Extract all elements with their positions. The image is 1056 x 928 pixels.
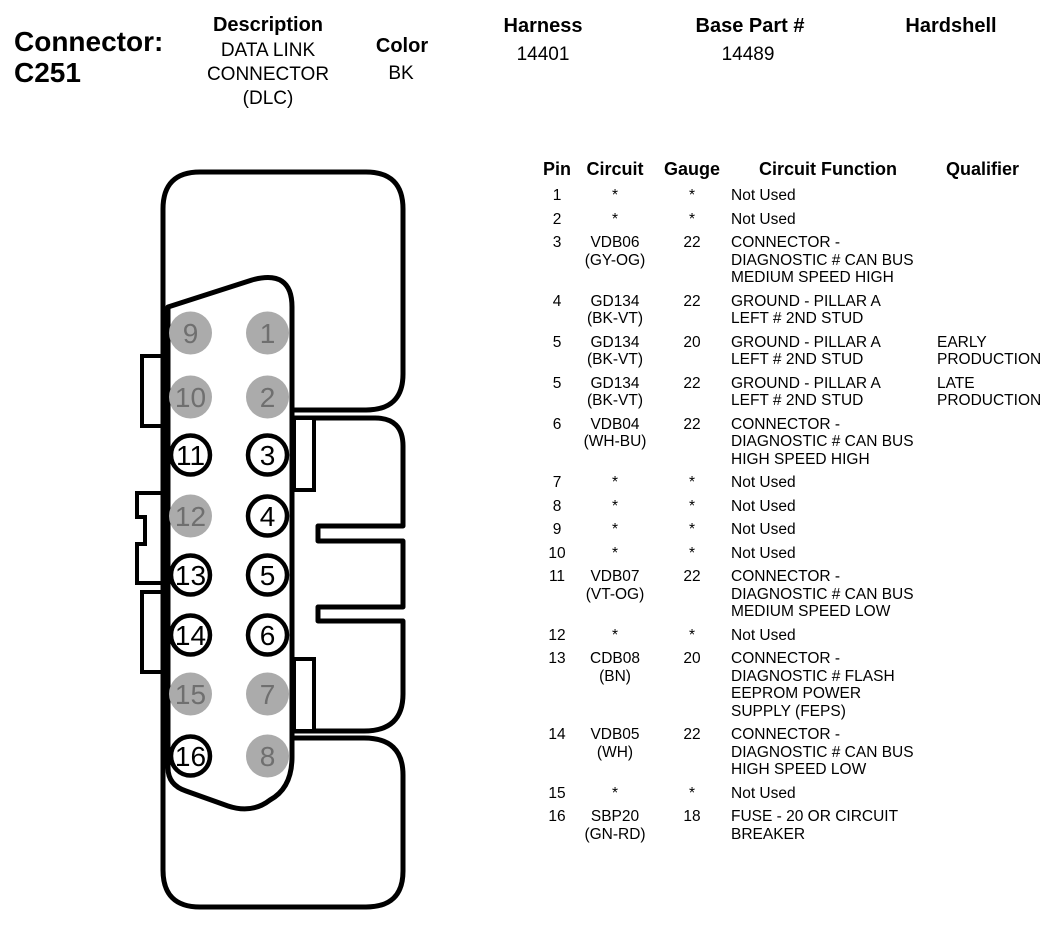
table-row [537, 234, 1040, 287]
cell-function: Not Used [731, 521, 796, 538]
cell-function: Not Used [731, 210, 796, 228]
cell-pin: 15 [548, 784, 566, 802]
cell-pin: 3 [552, 234, 562, 251]
cell-function: CONNECTOR - DIAGNOSTIC # CAN BUS MEDIUM SPEED HIGH [731, 234, 914, 286]
cell-circuit: * [611, 187, 619, 204]
header-circuit: Circuit [586, 159, 644, 179]
pin-number-label: 2 [259, 382, 276, 413]
pin-6 [248, 616, 287, 655]
cell-pin: 11 [548, 568, 566, 585]
pin-number-label: 1 [259, 318, 276, 349]
pin-1 [246, 312, 289, 355]
cell-pin: 7 [552, 474, 562, 491]
cell-function: GROUND - PILLAR A LEFT # 2ND STUD [731, 374, 881, 409]
base-part-value: 14489 [721, 44, 775, 65]
cell-circuit: * [611, 474, 619, 491]
table-row [537, 785, 1040, 803]
base-part-label: Base Part # [695, 15, 805, 37]
cell-circuit: VDB05 (WH) [590, 726, 640, 761]
pin-9 [169, 312, 212, 355]
table-row [537, 334, 1040, 369]
cell-circuit: * [611, 784, 619, 802]
connector-label: Connector: [14, 26, 164, 57]
cell-qualifier [925, 545, 1040, 563]
cell-function: Not Used [731, 626, 796, 644]
cell-qualifier [925, 416, 1040, 469]
cell-circuit: VDB07 (VT-OG) [585, 568, 645, 603]
pin-number-label: 12 [174, 501, 207, 532]
cell-function: Not Used [731, 187, 796, 204]
cell-gauge: 22 [683, 415, 701, 433]
cell-qualifier: LATE PRODUCTION [937, 374, 1042, 409]
cell-gauge: * [688, 521, 696, 538]
pin-4 [248, 497, 287, 536]
cell-gauge: * [688, 497, 696, 515]
cell-function: CONNECTOR - DIAGNOSTIC # CAN BUS HIGH SPEED HIGH [731, 415, 914, 468]
cell-pin: 16 [548, 808, 566, 825]
cell-gauge: 22 [683, 726, 701, 743]
cell-function: Not Used [731, 784, 796, 802]
pin-number-label: 5 [259, 560, 276, 591]
cell-gauge: 18 [683, 808, 701, 825]
cell-pin: 5 [552, 333, 562, 351]
harness-value: 14401 [516, 44, 570, 65]
table-row [537, 521, 1040, 539]
pin-number-label: 3 [259, 440, 276, 471]
latch-strip-1 [294, 418, 314, 490]
pin-number-label: 9 [182, 318, 199, 349]
pin-number-label: 10 [174, 382, 207, 413]
table-row [537, 650, 1040, 720]
cell-qualifier [925, 234, 1040, 287]
cell-function: CONNECTOR - DIAGNOSTIC # FLASH EEPROM POWER SUPPLY (FEPS) [731, 650, 895, 720]
pin-7 [246, 673, 289, 716]
description-line-1: DATA LINK [220, 40, 316, 61]
cell-pin: 10 [548, 544, 566, 562]
pin-10 [169, 376, 212, 419]
cell-gauge: * [688, 784, 696, 802]
cell-circuit: SBP20 (GN-RD) [584, 808, 646, 843]
connector-id: C251 [14, 57, 81, 88]
cell-circuit: GD134 (BK-VT) [587, 374, 643, 409]
pin-number-label: 11 [175, 440, 206, 471]
cell-gauge: * [688, 187, 696, 204]
cell-function: Not Used [731, 474, 796, 491]
pin-number-label: 16 [174, 741, 207, 772]
cell-circuit: CDB08 (BN) [590, 650, 640, 685]
cell-circuit: * [611, 521, 619, 538]
cell-gauge: * [688, 544, 696, 562]
cell-function: Not Used [731, 544, 796, 562]
pin-8 [246, 735, 289, 778]
pin-number-label: 7 [259, 679, 276, 710]
table-row [537, 545, 1040, 563]
pin-16 [171, 737, 210, 776]
cell-qualifier [925, 187, 1040, 205]
cell-qualifier [925, 627, 1040, 645]
pin-table-rows [537, 187, 1040, 843]
table-row [537, 726, 1040, 779]
pin-number-label: 6 [259, 620, 276, 651]
pin-13 [171, 556, 210, 595]
header-gauge: Gauge [663, 159, 720, 179]
color-value: BK [388, 63, 414, 84]
cell-gauge: 22 [683, 568, 701, 585]
cell-qualifier [925, 726, 1040, 779]
table-row [537, 375, 1040, 410]
pin-12 [169, 495, 212, 538]
hardshell-label: Hardshell [905, 15, 997, 37]
cell-pin: 8 [552, 497, 562, 515]
cell-qualifier [925, 785, 1040, 803]
cell-pin: 1 [552, 187, 562, 204]
table-row [537, 211, 1040, 229]
table-row [537, 568, 1040, 621]
cell-circuit: * [611, 544, 619, 562]
cell-circuit: * [611, 626, 619, 644]
cell-gauge: 22 [683, 374, 701, 392]
description-label: Description [212, 14, 324, 36]
pin-number-label: 8 [259, 741, 276, 772]
cell-qualifier [925, 568, 1040, 621]
cell-qualifier [925, 211, 1040, 229]
cell-circuit: GD134 (BK-VT) [587, 333, 643, 368]
cell-function: FUSE - 20 OR CIRCUIT BREAKER [731, 808, 899, 843]
pin-3 [248, 436, 287, 475]
cell-pin: 13 [548, 650, 566, 667]
pin-number-label: 15 [174, 679, 207, 710]
cell-circuit: * [611, 497, 619, 515]
connector-face [168, 278, 292, 809]
header-function: Circuit Function [759, 159, 897, 179]
cell-qualifier: EARLY PRODUCTION [937, 333, 1042, 368]
table-row [537, 627, 1040, 645]
cell-gauge: * [688, 474, 696, 491]
description-line-2: CONNECTOR [206, 64, 330, 85]
cell-pin: 9 [552, 521, 562, 538]
cell-gauge: 20 [683, 333, 701, 351]
cell-gauge: * [688, 210, 696, 228]
cell-pin: 5 [552, 374, 562, 392]
cell-pin: 6 [552, 415, 562, 433]
cell-circuit: VDB06 (GY-OG) [584, 234, 646, 269]
cell-qualifier [925, 498, 1040, 516]
connector-drawing [0, 0, 470, 928]
cell-gauge: * [688, 626, 696, 644]
description-line-3: (DLC) [242, 88, 294, 109]
pin-15 [169, 673, 212, 716]
cell-qualifier [925, 650, 1040, 720]
cell-qualifier [925, 521, 1040, 539]
table-row [537, 416, 1040, 469]
cell-qualifier [925, 808, 1040, 843]
cell-function: Not Used [731, 497, 796, 515]
pin-table-header [537, 160, 1040, 179]
cell-pin: 4 [552, 292, 562, 310]
cell-circuit: * [611, 210, 619, 228]
pin-14 [171, 616, 210, 655]
pin-number-label: 14 [174, 620, 207, 651]
header-qualifier: Qualifier [945, 159, 1020, 179]
cell-function: CONNECTOR - DIAGNOSTIC # CAN BUS HIGH SPEED LOW [731, 726, 914, 778]
harness-label: Harness [503, 15, 583, 37]
cell-circuit: VDB04 (WH-BU) [583, 415, 647, 450]
latch-strip-2 [294, 659, 314, 731]
pin-2 [246, 376, 289, 419]
cell-gauge: 22 [683, 292, 701, 310]
cell-pin: 12 [548, 626, 566, 644]
cell-qualifier [925, 293, 1040, 328]
color-label: Color [375, 35, 429, 57]
pin-11 [171, 436, 210, 475]
table-row [537, 808, 1040, 843]
cell-function: CONNECTOR - DIAGNOSTIC # CAN BUS MEDIUM SPEED LOW [731, 568, 914, 620]
table-row [537, 187, 1040, 205]
cell-pin: 2 [552, 210, 562, 228]
pin-number-label: 4 [259, 501, 276, 532]
cell-gauge: 22 [683, 234, 701, 251]
cell-function: GROUND - PILLAR A LEFT # 2ND STUD [731, 292, 881, 327]
pin-table [537, 160, 1040, 849]
header-pin: Pin [542, 159, 571, 179]
table-row [537, 293, 1040, 328]
cell-gauge: 20 [683, 650, 701, 667]
cell-circuit: GD134 (BK-VT) [587, 292, 643, 327]
pin-5 [248, 556, 287, 595]
cell-qualifier [925, 474, 1040, 492]
cell-function: GROUND - PILLAR A LEFT # 2ND STUD [731, 333, 881, 368]
table-row [537, 474, 1040, 492]
cell-pin: 14 [548, 726, 566, 743]
table-row [537, 498, 1040, 516]
pin-number-label: 13 [174, 560, 207, 591]
